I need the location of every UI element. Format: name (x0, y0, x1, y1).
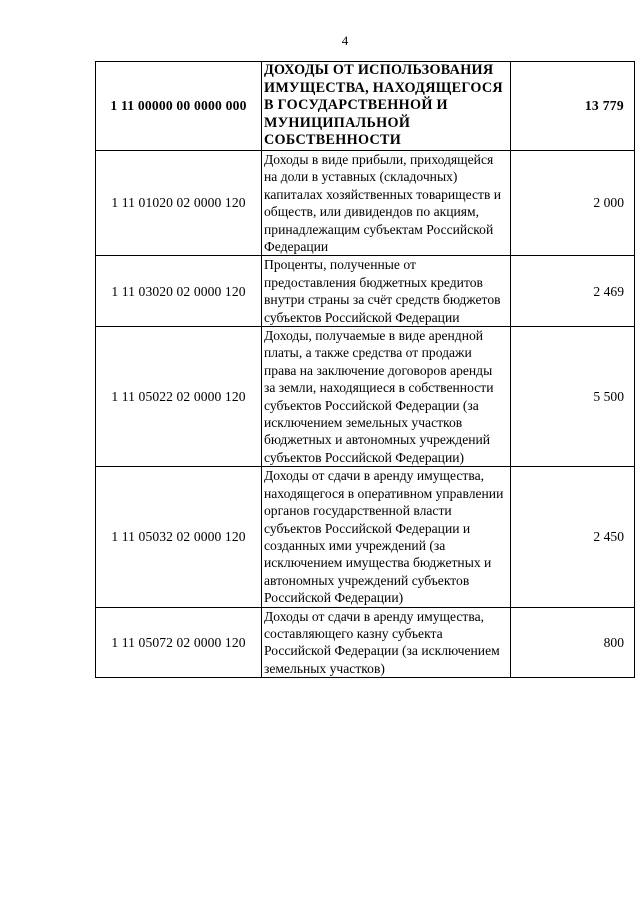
table-row (96, 327, 635, 467)
revenue-amount: 2 469 (511, 256, 635, 327)
revenue-description: Доходы, получаемые в виде арендной платы, а также средства от продажи права на заключение договоров аренды за земли, находящиеся в собственности субъектов Российской Федерации (за исключением земельных участков бюджетных и автономных учреждений субъектов Российской Федерации) (262, 327, 511, 467)
revenue-code: 1 11 05022 02 0000 120 (96, 327, 262, 467)
table-row (96, 607, 635, 678)
revenue-amount: 13 779 (511, 62, 635, 151)
revenue-amount: 2 450 (511, 467, 635, 607)
page-number: 4 (341, 33, 349, 48)
revenue-amount: 800 (511, 607, 635, 678)
revenue-description: Доходы от сдачи в аренду имущества, составляющего казну субъекта Российской Федерации (за исключением земельных участков) (262, 607, 511, 678)
revenue-amount: 2 000 (511, 150, 635, 255)
revenue-description: Доходы в виде прибыли, приходящейся на доли в уставных (складочных) капиталах хозяйственных товариществ и обществ, или дивидендов по акциям, принадлежащим субъектам Российской Федерации (262, 150, 511, 255)
revenue-amount: 5 500 (511, 327, 635, 467)
revenue-code: 1 11 01020 02 0000 120 (96, 150, 262, 255)
revenue-description: Проценты, полученные от предоставления бюджетных кредитов внутри страны за счёт средств бюджетов субъектов Российской Федерации (262, 256, 511, 327)
table-row (96, 467, 635, 607)
revenue-code: 1 11 03020 02 0000 120 (96, 256, 262, 327)
revenue-code: 1 11 05032 02 0000 120 (96, 467, 262, 607)
table-row-section-header (96, 62, 635, 151)
table-row (96, 150, 635, 255)
revenue-description: ДОХОДЫ ОТ ИСПОЛЬЗОВАНИЯ ИМУЩЕСТВА, НАХОДЯЩЕГОСЯ В ГОСУДАРСТВЕННОЙ И МУНИЦИПАЛЬНОЙ СОБСТВЕННОСТИ (262, 62, 511, 151)
revenue-description: Доходы от сдачи в аренду имущества, находящегося в оперативном управлении органов государственной власти субъектов Российской Федерации и созданных ими учреждений (за исключением имущества бюджетных и автономных учреждений субъектов Российской Федерации) (262, 467, 511, 607)
revenue-code: 1 11 00000 00 0000 000 (96, 62, 262, 151)
table-row (96, 256, 635, 327)
revenue-code: 1 11 05072 02 0000 120 (96, 607, 262, 678)
revenue-table (95, 61, 635, 678)
